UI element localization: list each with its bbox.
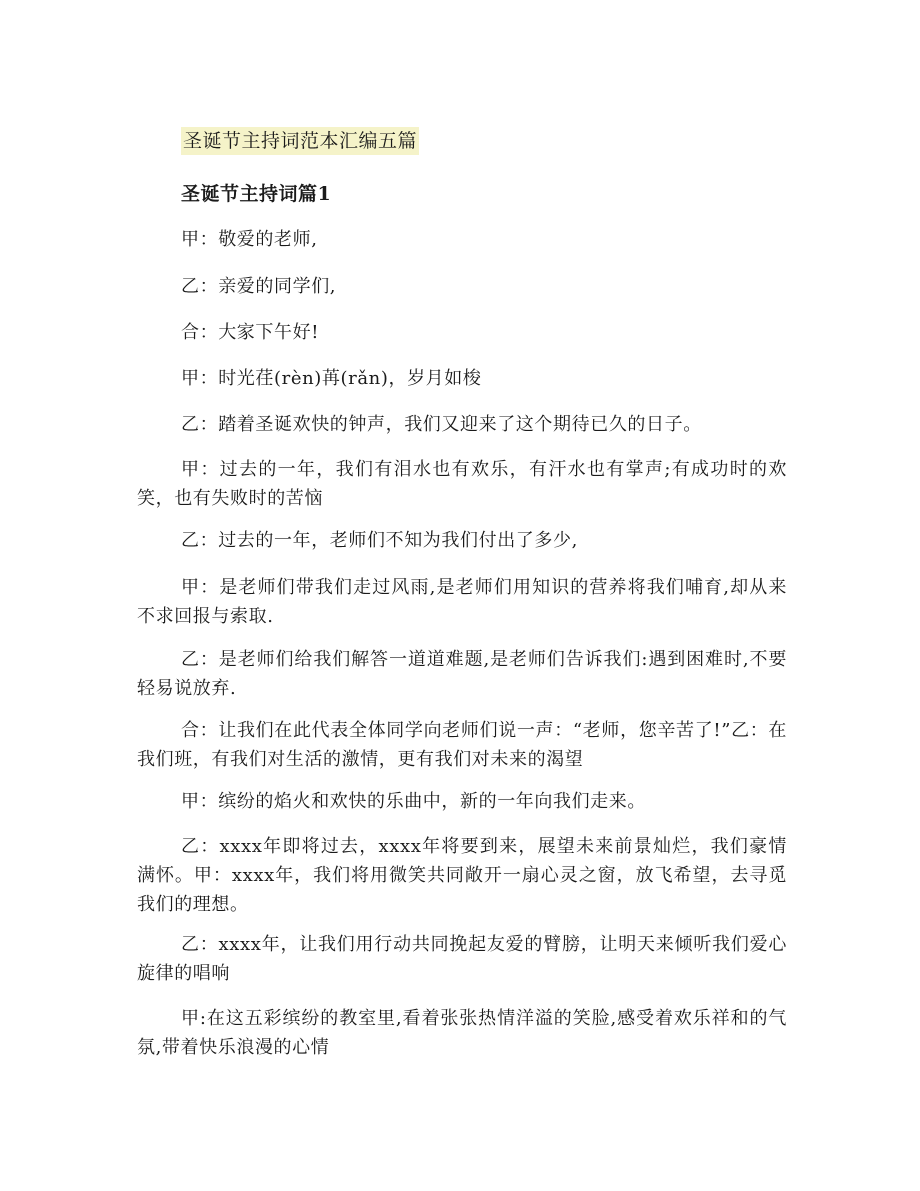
- paragraph: 合：大家下午好!: [181, 322, 320, 343]
- paragraph: 乙：xxxx年即将过去，xxxx年将要到来，展望未来前景灿烂，我们豪情满怀。甲：xxxx年，我们将用微笑共同敞开一扇心灵之窗，放飞希望，去寻觅我们的理想。: [137, 836, 787, 915]
- paragraph: 甲：时光荏(rèn)苒(rǎn)，岁月如梭: [181, 368, 482, 389]
- document-title: 圣诞节主持词范本汇编五篇: [181, 127, 419, 155]
- paragraph: 甲：敬爱的老师,: [181, 229, 318, 250]
- paragraph: 乙：亲爱的同学们,: [181, 276, 337, 297]
- paragraph: 乙：xxxx年，让我们用行动共同挽起友爱的臂膀，让明天来倾听我们爱心旋律的唱响: [137, 934, 787, 984]
- paragraph: 合：让我们在此代表全体同学向老师们说一声：“老师，您辛苦了!”乙：在我们班，有我们对生活的激情，更有我们对未来的渴望: [137, 720, 787, 770]
- paragraph: 乙：过去的一年，老师们不知为我们付出了多少,: [181, 530, 578, 551]
- paragraph: 甲：是老师们带我们走过风雨,是老师们用知识的营养将我们哺育,却从来不求回报与索取.: [137, 577, 787, 627]
- paragraph: 甲：过去的一年，我们有泪水也有欢乐，有汗水也有掌声;有成功时的欢笑，也有失败时的苦恼: [137, 459, 787, 509]
- paragraph: 甲：缤纷的焰火和欢快的乐曲中，新的一年向我们走来。: [181, 791, 646, 812]
- section-heading: 圣诞节主持词篇1: [181, 183, 332, 205]
- paragraph: 甲:在这五彩缤纷的教室里,看着张张热情洋溢的笑脸,感受着欢乐祥和的气氛,带着快乐浪漫的心情: [137, 1008, 787, 1058]
- paragraph: 乙：是老师们给我们解答一道道难题,是老师们告诉我们:遇到困难时,不要轻易说放弃.: [137, 649, 787, 699]
- paragraph: 乙：踏着圣诞欢快的钟声，我们又迎来了这个期待已久的日子。: [181, 414, 702, 435]
